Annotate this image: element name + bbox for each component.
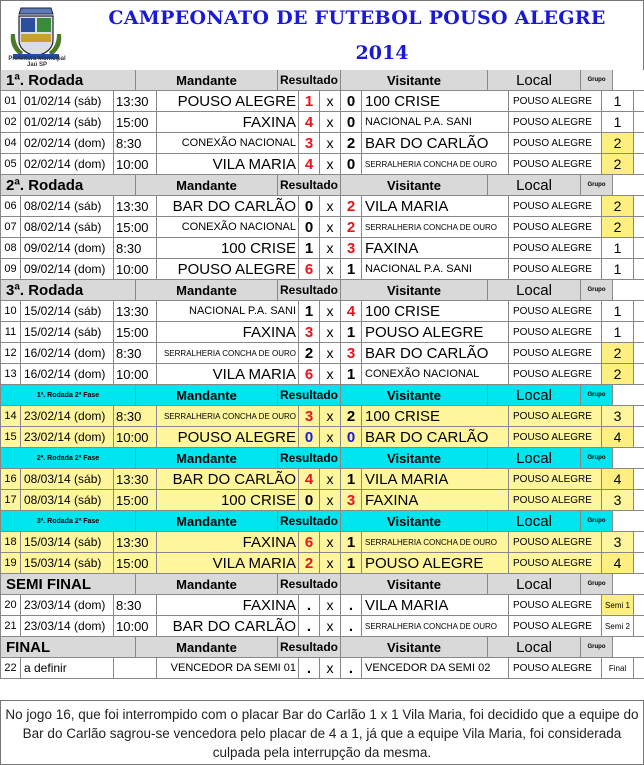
away-team: NACIONAL P.A. SANI bbox=[362, 112, 509, 132]
match-number: 22 bbox=[0, 658, 21, 678]
away-score: 1 bbox=[341, 553, 362, 573]
home-team: POUSO ALEGRE bbox=[157, 427, 299, 447]
col-header-local: Local bbox=[488, 175, 581, 195]
match-time: 13:30 bbox=[114, 469, 157, 489]
home-score: 3 bbox=[299, 322, 320, 342]
home-team: POUSO ALEGRE bbox=[157, 259, 299, 279]
col-header-local: Local bbox=[488, 70, 581, 90]
col-header-resultado: Resultado bbox=[278, 385, 341, 405]
home-score: . bbox=[299, 595, 320, 615]
match-number: 19 bbox=[0, 553, 21, 573]
home-score: 1 bbox=[299, 301, 320, 321]
col-header-mandante: Mandante bbox=[136, 574, 278, 594]
match-number: 01 bbox=[0, 91, 21, 111]
match-row bbox=[0, 490, 644, 511]
away-team: NACIONAL P.A. SANI bbox=[362, 259, 509, 279]
match-venue: POUSO ALEGRE bbox=[509, 238, 602, 258]
away-team: 100 CRISE bbox=[362, 301, 509, 321]
page-header bbox=[0, 0, 644, 70]
col-header-grupo: Grupo bbox=[581, 385, 613, 405]
score-separator: x bbox=[320, 133, 341, 153]
away-team: FAXINA bbox=[362, 490, 509, 510]
home-team: VILA MARIA bbox=[157, 553, 299, 573]
match-time: 8:30 bbox=[114, 238, 157, 258]
round-header-row bbox=[0, 448, 644, 469]
match-date: 15/02/14 (sáb) bbox=[21, 301, 114, 321]
col-header-visitante: Visitante bbox=[341, 448, 488, 468]
home-score: 1 bbox=[299, 238, 320, 258]
match-time: 13:30 bbox=[114, 301, 157, 321]
col-header-grupo: Grupo bbox=[581, 175, 613, 195]
match-row bbox=[0, 406, 644, 427]
match-venue: POUSO ALEGRE bbox=[509, 616, 602, 636]
score-separator: x bbox=[320, 616, 341, 636]
away-team: FAXINA bbox=[362, 238, 509, 258]
match-time: 13:30 bbox=[114, 532, 157, 552]
score-separator: x bbox=[320, 301, 341, 321]
away-team: CONEXÃO NACIONAL bbox=[362, 364, 509, 384]
match-time: 8:30 bbox=[114, 133, 157, 153]
col-header-grupo: Grupo bbox=[581, 511, 613, 531]
match-venue: POUSO ALEGRE bbox=[509, 154, 602, 174]
match-time: 8:30 bbox=[114, 343, 157, 363]
home-score: . bbox=[299, 658, 320, 678]
home-team: 100 CRISE bbox=[157, 238, 299, 258]
match-row bbox=[0, 343, 644, 364]
match-time: 15:00 bbox=[114, 322, 157, 342]
logo-caption: Prefeitura Municipal Jaú SP bbox=[8, 56, 66, 68]
match-row bbox=[0, 595, 644, 616]
col-header-grupo: Grupo bbox=[581, 637, 613, 657]
match-row bbox=[0, 616, 644, 637]
match-time: 8:30 bbox=[114, 595, 157, 615]
col-header-local: Local bbox=[488, 511, 581, 531]
match-number: 06 bbox=[0, 196, 21, 216]
match-group: 4 bbox=[602, 427, 634, 447]
away-team: SERRALHERIA CONCHA DE OURO bbox=[362, 154, 509, 174]
home-team: POUSO ALEGRE bbox=[157, 91, 299, 111]
round-title: 1ª. Rodada 2ª Fase bbox=[0, 385, 136, 405]
home-team: NACIONAL P.A. SANI bbox=[157, 301, 299, 321]
away-team: POUSO ALEGRE bbox=[362, 553, 509, 573]
match-time: 8:30 bbox=[114, 406, 157, 426]
col-header-visitante: Visitante bbox=[341, 385, 488, 405]
match-date: 08/03/14 (sáb) bbox=[21, 469, 114, 489]
match-row bbox=[0, 259, 644, 280]
match-group: 3 bbox=[602, 490, 634, 510]
col-header-mandante: Mandante bbox=[136, 70, 278, 90]
match-row bbox=[0, 133, 644, 154]
away-team: SERRALHERIA CONCHA DE OURO bbox=[362, 616, 509, 636]
col-header-mandante: Mandante bbox=[136, 448, 278, 468]
home-score: . bbox=[299, 616, 320, 636]
match-venue: POUSO ALEGRE bbox=[509, 217, 602, 237]
home-score: 2 bbox=[299, 343, 320, 363]
home-score: 3 bbox=[299, 133, 320, 153]
col-header-resultado: Resultado bbox=[278, 574, 341, 594]
match-row bbox=[0, 532, 644, 553]
round-title: 3ª. Rodada bbox=[0, 280, 136, 300]
home-team: FAXINA bbox=[157, 595, 299, 615]
match-group: 4 bbox=[602, 469, 634, 489]
away-team: BAR DO CARLÃO bbox=[362, 133, 509, 153]
match-venue: POUSO ALEGRE bbox=[509, 469, 602, 489]
match-date: 09/02/14 (dom) bbox=[21, 238, 114, 258]
score-separator: x bbox=[320, 238, 341, 258]
home-score: 4 bbox=[299, 112, 320, 132]
away-score: 2 bbox=[341, 406, 362, 426]
match-venue: POUSO ALEGRE bbox=[509, 364, 602, 384]
col-header-resultado: Resultado bbox=[278, 280, 341, 300]
match-number: 09 bbox=[0, 259, 21, 279]
col-header-visitante: Visitante bbox=[341, 511, 488, 531]
match-time: 13:30 bbox=[114, 196, 157, 216]
score-separator: x bbox=[320, 259, 341, 279]
match-time: 10:00 bbox=[114, 259, 157, 279]
away-score: 0 bbox=[341, 427, 362, 447]
match-venue: POUSO ALEGRE bbox=[509, 91, 602, 111]
away-team: SERRALHERIA CONCHA DE OURO bbox=[362, 217, 509, 237]
col-header-visitante: Visitante bbox=[341, 175, 488, 195]
score-separator: x bbox=[320, 469, 341, 489]
match-venue: POUSO ALEGRE bbox=[509, 133, 602, 153]
match-number: 02 bbox=[0, 112, 21, 132]
match-date: 23/02/14 (dom) bbox=[21, 427, 114, 447]
match-group: 2 bbox=[602, 154, 634, 174]
col-header-grupo: Grupo bbox=[581, 280, 613, 300]
match-date: 02/02/14 (dom) bbox=[21, 133, 114, 153]
match-row bbox=[0, 301, 644, 322]
score-separator: x bbox=[320, 364, 341, 384]
away-score: . bbox=[341, 658, 362, 678]
round-header-row bbox=[0, 385, 644, 406]
score-separator: x bbox=[320, 196, 341, 216]
away-score: 1 bbox=[341, 532, 362, 552]
away-score: . bbox=[341, 595, 362, 615]
col-header-local: Local bbox=[488, 385, 581, 405]
home-score: 2 bbox=[299, 553, 320, 573]
col-header-visitante: Visitante bbox=[341, 574, 488, 594]
match-date: 16/02/14 (dom) bbox=[21, 343, 114, 363]
away-score: 0 bbox=[341, 91, 362, 111]
match-venue: POUSO ALEGRE bbox=[509, 343, 602, 363]
page-year: 2014 bbox=[355, 42, 409, 64]
away-score: 0 bbox=[341, 112, 362, 132]
match-row bbox=[0, 112, 644, 133]
away-team: 100 CRISE bbox=[362, 91, 509, 111]
match-date: 23/03/14 (dom) bbox=[21, 616, 114, 636]
match-date: 02/02/14 (dom) bbox=[21, 154, 114, 174]
match-number: 11 bbox=[0, 322, 21, 342]
round-header-row bbox=[0, 637, 644, 658]
page-title: CAMPEONATO DE FUTEBOL POUSO ALEGRE bbox=[108, 7, 606, 29]
round-title: SEMI FINAL bbox=[0, 574, 136, 594]
match-venue: POUSO ALEGRE bbox=[509, 553, 602, 573]
col-header-resultado: Resultado bbox=[278, 70, 341, 90]
away-score: 2 bbox=[341, 217, 362, 237]
away-score: 3 bbox=[341, 343, 362, 363]
round-title: 2ª. Rodada bbox=[0, 175, 136, 195]
match-row bbox=[0, 427, 644, 448]
col-header-grupo: Grupo bbox=[581, 448, 613, 468]
match-number: 16 bbox=[0, 469, 21, 489]
col-header-resultado: Resultado bbox=[278, 511, 341, 531]
score-separator: x bbox=[320, 217, 341, 237]
match-group: 1 bbox=[602, 301, 634, 321]
match-row bbox=[0, 364, 644, 385]
match-venue: POUSO ALEGRE bbox=[509, 427, 602, 447]
match-time: 10:00 bbox=[114, 154, 157, 174]
col-header-local: Local bbox=[488, 574, 581, 594]
match-group: 4 bbox=[602, 553, 634, 573]
round-header-row bbox=[0, 574, 644, 595]
col-header-local: Local bbox=[488, 280, 581, 300]
col-header-resultado: Resultado bbox=[278, 448, 341, 468]
match-time: 13:30 bbox=[114, 91, 157, 111]
match-group: 1 bbox=[602, 322, 634, 342]
away-score: 4 bbox=[341, 301, 362, 321]
match-group: Semi 2 bbox=[602, 616, 634, 636]
match-group: 3 bbox=[602, 406, 634, 426]
away-team: BAR DO CARLÃO bbox=[362, 343, 509, 363]
match-number: 14 bbox=[0, 406, 21, 426]
home-team: CONEXÃO NACIONAL bbox=[157, 133, 299, 153]
match-row bbox=[0, 154, 644, 175]
match-venue: POUSO ALEGRE bbox=[509, 532, 602, 552]
col-header-local: Local bbox=[488, 448, 581, 468]
match-row bbox=[0, 322, 644, 343]
score-separator: x bbox=[320, 322, 341, 342]
score-separator: x bbox=[320, 595, 341, 615]
match-date: 23/03/14 (dom) bbox=[21, 595, 114, 615]
away-team: VENCEDOR DA SEMI 02 bbox=[362, 658, 509, 678]
col-header-visitante: Visitante bbox=[341, 70, 488, 90]
footnote: No jogo 16, que foi interrompido com o placar Bar do Carlão 1 x 1 Vila Maria, foi decidido que a equipe do Bar do Carlão sagrou-se vencedora pelo placar de 4 a 1, já que a equipe Vila Maria, foi considerada culpada pela interrupção da mesma. bbox=[0, 700, 644, 765]
score-separator: x bbox=[320, 154, 341, 174]
away-score: 2 bbox=[341, 196, 362, 216]
match-number: 08 bbox=[0, 238, 21, 258]
home-team: 100 CRISE bbox=[157, 490, 299, 510]
match-time: 15:00 bbox=[114, 553, 157, 573]
score-separator: x bbox=[320, 427, 341, 447]
match-number: 13 bbox=[0, 364, 21, 384]
match-row bbox=[0, 217, 644, 238]
match-number: 18 bbox=[0, 532, 21, 552]
match-date: 15/03/14 (sáb) bbox=[21, 553, 114, 573]
match-venue: POUSO ALEGRE bbox=[509, 301, 602, 321]
col-header-local: Local bbox=[488, 637, 581, 657]
score-separator: x bbox=[320, 490, 341, 510]
away-score: 3 bbox=[341, 238, 362, 258]
match-venue: POUSO ALEGRE bbox=[509, 490, 602, 510]
match-venue: POUSO ALEGRE bbox=[509, 322, 602, 342]
score-separator: x bbox=[320, 112, 341, 132]
match-time: 15:00 bbox=[114, 217, 157, 237]
match-number: 05 bbox=[0, 154, 21, 174]
col-header-grupo: Grupo bbox=[581, 70, 613, 90]
match-group: 1 bbox=[602, 91, 634, 111]
match-venue: POUSO ALEGRE bbox=[509, 406, 602, 426]
home-team: VILA MARIA bbox=[157, 364, 299, 384]
away-score: 1 bbox=[341, 259, 362, 279]
match-row bbox=[0, 469, 644, 490]
home-score: 4 bbox=[299, 154, 320, 174]
match-number: 20 bbox=[0, 595, 21, 615]
match-group: 2 bbox=[602, 343, 634, 363]
away-team: POUSO ALEGRE bbox=[362, 322, 509, 342]
match-venue: POUSO ALEGRE bbox=[509, 112, 602, 132]
match-number: 17 bbox=[0, 490, 21, 510]
col-header-mandante: Mandante bbox=[136, 280, 278, 300]
away-team: 100 CRISE bbox=[362, 406, 509, 426]
col-header-mandante: Mandante bbox=[136, 637, 278, 657]
match-time bbox=[114, 658, 157, 678]
match-date: 16/02/14 (dom) bbox=[21, 364, 114, 384]
away-score: 0 bbox=[341, 154, 362, 174]
match-row bbox=[0, 553, 644, 574]
match-time: 15:00 bbox=[114, 490, 157, 510]
match-date: 08/02/14 (sáb) bbox=[21, 196, 114, 216]
col-header-grupo: Grupo bbox=[581, 574, 613, 594]
match-venue: POUSO ALEGRE bbox=[509, 658, 602, 678]
home-team: CONEXÃO NACIONAL bbox=[157, 217, 299, 237]
away-team: SERRALHERIA CONCHA DE OURO bbox=[362, 532, 509, 552]
score-separator: x bbox=[320, 406, 341, 426]
score-separator: x bbox=[320, 532, 341, 552]
match-group: 2 bbox=[602, 364, 634, 384]
home-score: 1 bbox=[299, 91, 320, 111]
away-score: . bbox=[341, 616, 362, 636]
home-team: BAR DO CARLÃO bbox=[157, 469, 299, 489]
home-score: 0 bbox=[299, 217, 320, 237]
match-venue: POUSO ALEGRE bbox=[509, 595, 602, 615]
match-date: 01/02/14 (sáb) bbox=[21, 112, 114, 132]
round-title: FINAL bbox=[0, 637, 136, 657]
match-group: Semi 1 bbox=[602, 595, 634, 615]
match-group: 1 bbox=[602, 259, 634, 279]
match-group: 2 bbox=[602, 217, 634, 237]
match-row bbox=[0, 238, 644, 259]
score-separator: x bbox=[320, 658, 341, 678]
round-title: 2ª. Rodada 2ª Fase bbox=[0, 448, 136, 468]
match-row bbox=[0, 196, 644, 217]
match-time: 10:00 bbox=[114, 616, 157, 636]
round-title: 3ª. Rodada 2ª Fase bbox=[0, 511, 136, 531]
home-team: FAXINA bbox=[157, 322, 299, 342]
schedule-table bbox=[0, 70, 644, 679]
match-number: 21 bbox=[0, 616, 21, 636]
home-score: 3 bbox=[299, 406, 320, 426]
match-date: 15/03/14 (sáb) bbox=[21, 532, 114, 552]
match-group: 2 bbox=[602, 133, 634, 153]
match-row bbox=[0, 658, 644, 679]
away-team: VILA MARIA bbox=[362, 595, 509, 615]
match-date: 08/03/14 (sáb) bbox=[21, 490, 114, 510]
away-score: 2 bbox=[341, 133, 362, 153]
round-header-row bbox=[0, 70, 644, 91]
away-score: 1 bbox=[341, 364, 362, 384]
home-team: VILA MARIA bbox=[157, 154, 299, 174]
home-score: 6 bbox=[299, 259, 320, 279]
match-date: 23/02/14 (dom) bbox=[21, 406, 114, 426]
home-score: 4 bbox=[299, 469, 320, 489]
match-number: 07 bbox=[0, 217, 21, 237]
home-score: 0 bbox=[299, 427, 320, 447]
col-header-visitante: Visitante bbox=[341, 280, 488, 300]
match-date: 15/02/14 (sáb) bbox=[21, 322, 114, 342]
col-header-mandante: Mandante bbox=[136, 385, 278, 405]
home-team: SERRALHERIA CONCHA DE OURO bbox=[157, 406, 299, 426]
away-score: 3 bbox=[341, 490, 362, 510]
home-team: VENCEDOR DA SEMI 01 bbox=[157, 658, 299, 678]
match-time: 15:00 bbox=[114, 112, 157, 132]
round-header-row bbox=[0, 175, 644, 196]
score-separator: x bbox=[320, 343, 341, 363]
home-team: SERRALHERIA CONCHA DE OURO bbox=[157, 343, 299, 363]
away-score: 1 bbox=[341, 469, 362, 489]
home-team: BAR DO CARLÃO bbox=[157, 616, 299, 636]
round-header-row bbox=[0, 280, 644, 301]
match-group: Final bbox=[602, 658, 634, 678]
match-date: 08/02/14 (sáb) bbox=[21, 217, 114, 237]
home-score: 6 bbox=[299, 364, 320, 384]
col-header-mandante: Mandante bbox=[136, 511, 278, 531]
match-group: 2 bbox=[602, 196, 634, 216]
match-time: 10:00 bbox=[114, 427, 157, 447]
away-team: VILA MARIA bbox=[362, 196, 509, 216]
score-separator: x bbox=[320, 91, 341, 111]
col-header-mandante: Mandante bbox=[136, 175, 278, 195]
match-row bbox=[0, 91, 644, 112]
match-number: 04 bbox=[0, 133, 21, 153]
away-team: BAR DO CARLÃO bbox=[362, 427, 509, 447]
score-separator: x bbox=[320, 553, 341, 573]
match-venue: POUSO ALEGRE bbox=[509, 196, 602, 216]
away-score: 1 bbox=[341, 322, 362, 342]
match-group: 1 bbox=[602, 238, 634, 258]
home-score: 0 bbox=[299, 196, 320, 216]
match-group: 3 bbox=[602, 532, 634, 552]
home-score: 0 bbox=[299, 490, 320, 510]
match-number: 12 bbox=[0, 343, 21, 363]
match-date: 01/02/14 (sáb) bbox=[21, 91, 114, 111]
match-date: a definir bbox=[21, 658, 114, 678]
home-team: BAR DO CARLÃO bbox=[157, 196, 299, 216]
round-title: 1ª. Rodada bbox=[0, 70, 136, 90]
match-date: 09/02/14 (dom) bbox=[21, 259, 114, 279]
away-team: VILA MARIA bbox=[362, 469, 509, 489]
match-number: 10 bbox=[0, 301, 21, 321]
col-header-resultado: Resultado bbox=[278, 175, 341, 195]
home-team: FAXINA bbox=[157, 112, 299, 132]
col-header-resultado: Resultado bbox=[278, 637, 341, 657]
match-group: 1 bbox=[602, 112, 634, 132]
home-team: FAXINA bbox=[157, 532, 299, 552]
match-number: 15 bbox=[0, 427, 21, 447]
match-venue: POUSO ALEGRE bbox=[509, 259, 602, 279]
col-header-visitante: Visitante bbox=[341, 637, 488, 657]
round-header-row bbox=[0, 511, 644, 532]
home-score: 6 bbox=[299, 532, 320, 552]
match-time: 10:00 bbox=[114, 364, 157, 384]
